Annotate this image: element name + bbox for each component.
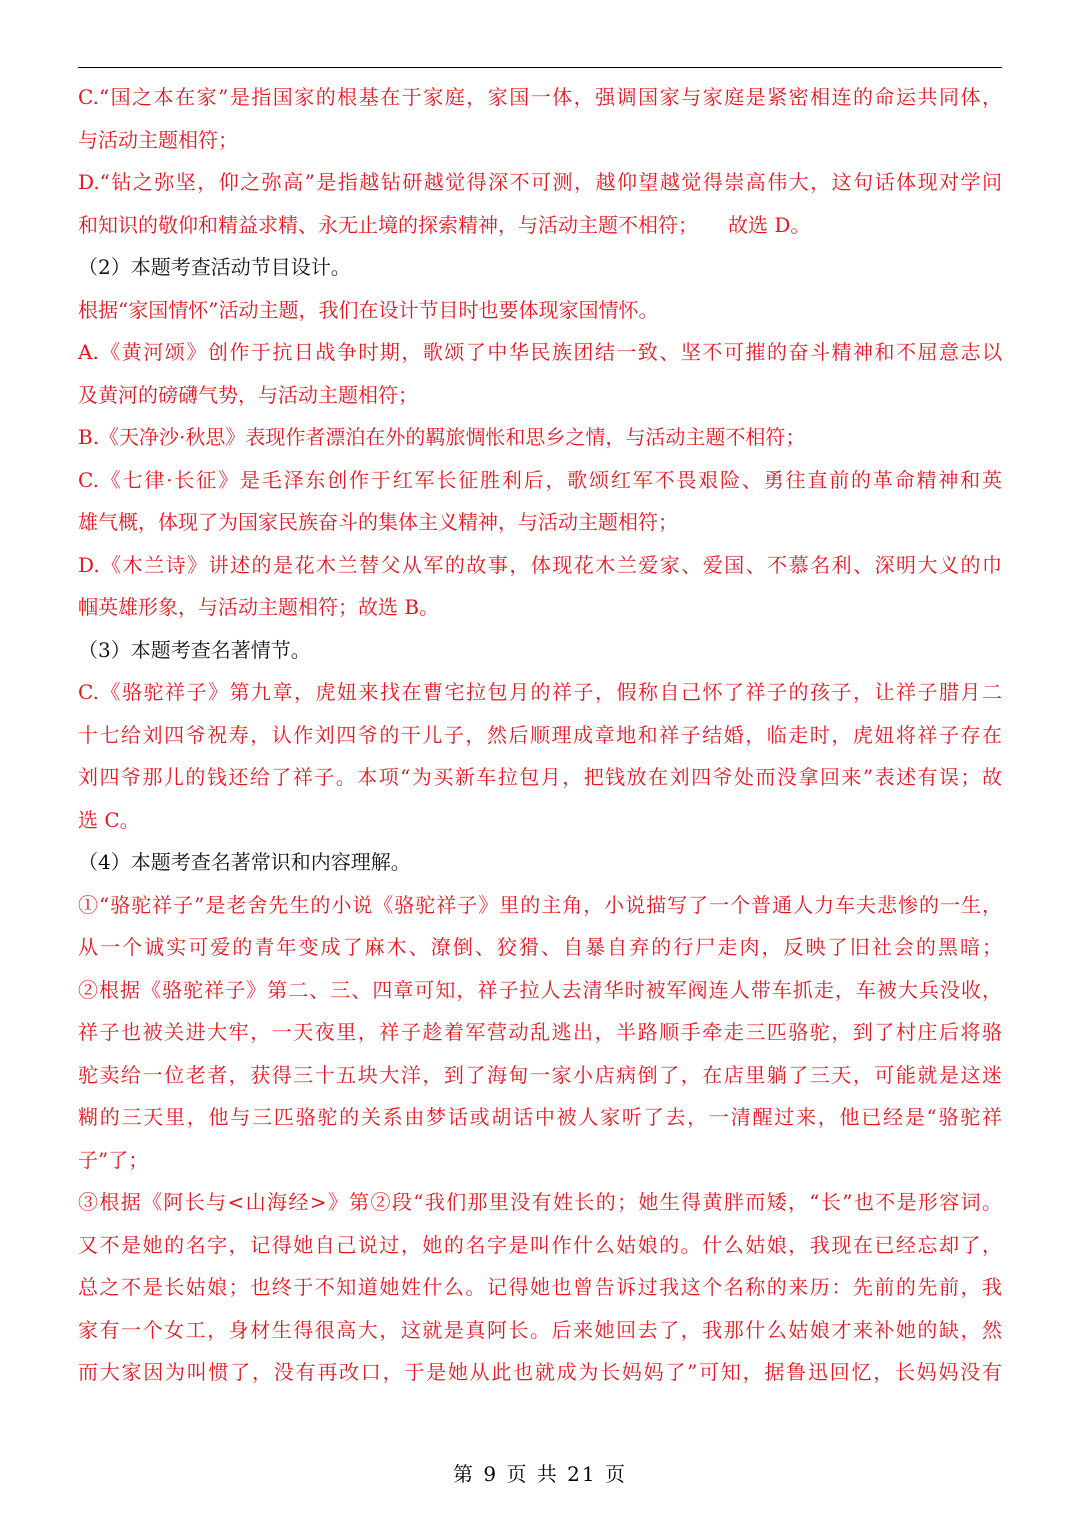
text-line: 刘四爷那儿的钱还给了祥子。本项“为买新车拉包月，把钱放在刘四爷处而没拿回来”表述有误；故 (78, 765, 1002, 789)
text-line: B.《天净沙·秋思》表现作者漂泊在外的羁旅惆怅和思乡之情，与活动主题不相符； (78, 425, 806, 449)
text-line: 而大家因为叫惯了，没有再改口，于是她从此也就成为长妈妈了”可知，据鲁迅回忆，长妈妈没有 (78, 1360, 1002, 1384)
text-line: （3）本题考查名著情节。 (78, 637, 311, 662)
text-line: 帼英雄形象，与活动主题相符；故选 B。 (78, 595, 440, 619)
text-line: C.《骆驼祥子》第九章，虎妞来找在曹宅拉包月的祥子，假称自己怀了祥子的孩子，让祥子腊月二 (78, 680, 1002, 704)
text-line: 选 C。 (78, 807, 140, 832)
text-line: （2）本题考查活动节目设计。 (78, 255, 351, 279)
text-line: 糊的三天里，他与三匹骆驼的关系由梦话或胡话中被人家听了去，一清醒过来，他已经是“骆驼祥 (78, 1105, 1002, 1129)
text-line: 祥子也被关进大牢，一天夜里，祥子趁着军营动乱逃出，半路顺手牵走三匹骆驼，到了村庄后将骆 (78, 1020, 1002, 1044)
text-line: ②根据《骆驼祥子》第二、三、四章可知，祥子拉人去清华时被军阀连人带车抓走，车被大兵没收， (78, 977, 1002, 1002)
text-line: C.“国之本在家”是指国家的根基在于家庭，家国一体，强调国家与家庭是紧密相连的命运共同体， (78, 85, 1002, 109)
text-line: 从一个诚实可爱的青年变成了麻木、潦倒、狡猾、自暴自弃的行尸走肉，反映了旧社会的黑暗； (78, 935, 1002, 959)
text-line: 十七给刘四爷祝寿，认作刘四爷的干儿子，然后顺理成章地和祥子结婚，临走时，虎妞将祥子存在 (78, 722, 1002, 747)
header-rule (78, 67, 1002, 68)
text-line: 雄气概，体现了为国家民族奋斗的集体主义精神，与活动主题相符； (78, 510, 678, 534)
document-body (78, 76, 1002, 1394)
text-line: 与活动主题相符； (78, 127, 238, 152)
text-line: 家有一个女工，身材生得很高大，这就是真阿长。后来她回去了，我那什么姑娘才来补她的缺，然 (78, 1317, 1002, 1342)
text-line: （4）本题考查名著常识和内容理解。 (78, 850, 411, 874)
text-line: 总之不是长姑娘；也终于不知道她姓什么。记得她也曾告诉过我这个名称的来历：先前的先前，我 (78, 1275, 1002, 1299)
text-line: 驼卖给一位老者，获得三十五块大洋，到了海甸一家小店病倒了，在店里躺了三天，可能就是这迷 (78, 1062, 1002, 1087)
text-line: D.《木兰诗》讲述的是花木兰替父从军的故事，体现花木兰爱家、爱国、不慕名利、深明大义的巾 (78, 552, 1002, 577)
text-line: 又不是她的名字，记得她自己说过，她的名字是叫作什么姑娘的。什么姑娘，我现在已经忘却了， (78, 1232, 1002, 1257)
page-number: 第 9 页 共 21 页 (453, 1462, 627, 1486)
text-line: 及黄河的磅礴气势，与活动主题相符； (78, 382, 418, 407)
text-line: 和知识的敬仰和精益求精、永无止境的探索精神，与活动主题不相符； 故选 D。 (78, 212, 811, 237)
text-line: ③根据《阿长与<山海经>》第②段“我们那里没有姓长的；她生得黄胖而矮，“长”也不是形容词。 (78, 1190, 1002, 1214)
text-line: ①“骆驼祥子”是老舍先生的小说《骆驼祥子》里的主角，小说描写了一个普通人力车夫悲惨的一生， (78, 892, 1002, 917)
text-line: 子”了； (78, 1147, 149, 1172)
text-line: C.《七律·长征》是毛泽东创作于红军长征胜利后，歌颂红军不畏艰险、勇往直前的革命精神和英 (78, 467, 1002, 492)
text-line: 根据“家国情怀”活动主题，我们在设计节目时也要体现家国情怀。 (78, 297, 659, 322)
text-line: A.《黄河颂》创作于抗日战争时期，歌颂了中华民族团结一致、坚不可摧的奋斗精神和不屈意志以 (78, 340, 1002, 364)
text-line: D.“钻之弥坚，仰之弥高”是指越钻研越觉得深不可测，越仰望越觉得崇高伟大，这句话体现对学问 (78, 170, 1002, 194)
